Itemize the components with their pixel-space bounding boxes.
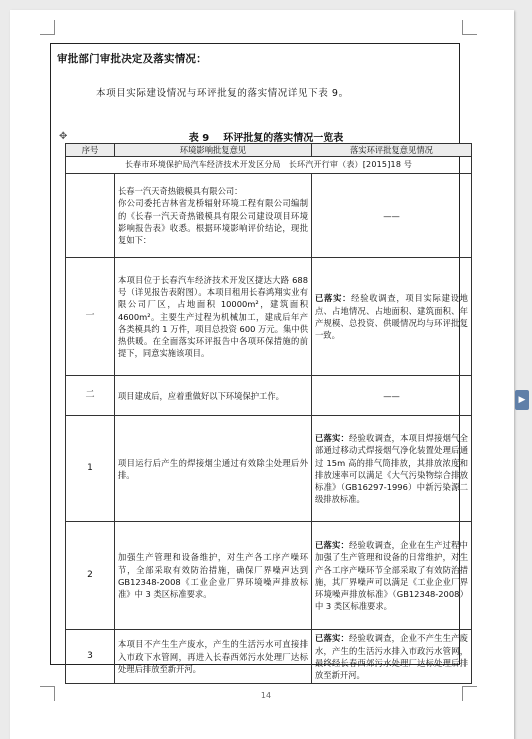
- header-status: 落实环评批复意见情况: [312, 144, 472, 157]
- implemented-label: 已落实：: [315, 293, 352, 304]
- row-index: 2: [66, 522, 115, 630]
- table-row: [66, 522, 472, 630]
- row-requirement: 项目建成后，应着重做好以下环境保护工作。: [115, 376, 312, 416]
- table-title: 环评批复的落实情况一览表: [223, 133, 344, 144]
- row-requirement: 长春一汽天奇热锻模具有限公司： 你公司委托吉林省龙桥辐射环境工程有限公司编制的《长春一汽天奇热锻模具有限公司建设项目环境影响报告表》收悉。根据环境影响评价结论，现批复如下：: [115, 174, 312, 258]
- implemented-label: 已落实：: [315, 539, 350, 550]
- row-requirement: 加强生产管理和设备维护，对生产各工序产噪环节，全部采取有效防治措施，确保厂界噪声达到 GB12348-2008《工业企业厂界环境噪声排放标准》中 3 类区标准要求。: [115, 522, 312, 630]
- section-heading: 审批部门审批决定及落实情况：: [57, 53, 207, 65]
- header-index: 序号: [66, 144, 115, 157]
- row-implementation-status: [312, 174, 472, 258]
- table-row: [66, 630, 472, 684]
- table-number: 表 9: [188, 133, 210, 144]
- row-implementation-status: [312, 258, 472, 376]
- approval-table: [65, 143, 472, 684]
- implemented-label: 已落实：: [315, 633, 350, 644]
- row-implementation-status: [312, 630, 472, 684]
- status-text: 经验收调查，本项目焊接烟气全部通过移动式焊接烟气净化装置处理后通过 15m 高的排气筒排放，其排放浓度和排放速率可以满足《大气污染物综合排放标准》（GB16297-1996）中新污染源二级排放标准。: [315, 432, 468, 505]
- table-subheader-row: [66, 157, 472, 174]
- status-text: 经验收调查，企业不产生生产废水，产生的生活污水排入市政污水管网，最终经长春西郊污水处理厂达标处理后排放至新开河。: [315, 633, 468, 681]
- table-row: [66, 416, 472, 522]
- row-implementation-status: [312, 522, 472, 630]
- approval-document-reference: 长春市环境保护局汽车经济技术开发区分局 长环汽开行审（表）[2015]18 号: [66, 157, 472, 174]
- row-implementation-status: [312, 376, 472, 416]
- row-requirement: 本项目位于长春汽车经济技术开发区捷达大路 688 号（详见报告表附图）。本项目租用长春鸿翔实业有限公司厂区，占地面积 10000m²，建筑面积 4600m²。主要生产过程为机械加工，建成后年产各类模具约 1 万件，项目总投资 600 万元。集中供热供暖。在全面落实环评报告中各项环保措施的前提下，同意实施该项目。: [115, 258, 312, 376]
- row-requirement: 本项目不产生生产废水，产生的生活污水可直接排入市政下水管网，再进入长春西郊污水处理厂达标处理后排放至新开河。: [115, 630, 312, 684]
- row-index: [66, 174, 115, 258]
- table-header-row: [66, 144, 472, 157]
- row-index: 一: [66, 258, 115, 376]
- table-row: [66, 258, 472, 376]
- status-text: 经验收调查，企业在生产过程中加强了生产管理和设备的日常维护，对生产各工序产噪环节全部采取了有效防治措施，其厂界噪声可以满足《工业企业厂界环境噪声排放标准》（GB12348-2008）中 3 类区标准要求。: [315, 539, 468, 612]
- crop-mark-top-left: [40, 20, 55, 35]
- status-text: ——: [383, 390, 400, 401]
- row-implementation-status: [312, 416, 472, 522]
- table-row: [66, 376, 472, 416]
- table-row: [66, 174, 472, 258]
- intro-paragraph: 本项目实际建设情况与环评批复的落实情况详见下表 9。: [96, 88, 349, 99]
- next-page-arrow-icon[interactable]: ▶: [515, 390, 529, 410]
- row-index: 3: [66, 630, 115, 684]
- status-text: ——: [383, 210, 400, 221]
- status-text: 经验收调查，项目实际建设地点、占地情况、占地面积、建筑面积、年产规模、总投资、供暖情况均与环评批复一致。: [315, 293, 468, 341]
- row-index: 二: [66, 376, 115, 416]
- row-index: 1: [66, 416, 115, 522]
- table-move-handle-icon[interactable]: ✥: [59, 131, 68, 142]
- header-requirement: 环境影响批复意见: [115, 144, 312, 157]
- crop-mark-top-right: [462, 20, 477, 35]
- implemented-label: 已落实：: [315, 432, 350, 443]
- page-number: 14: [260, 691, 272, 700]
- row-requirement: 项目运行后产生的焊接烟尘通过有效除尘处理后外排。: [115, 416, 312, 522]
- table-caption: [0, 129, 532, 144]
